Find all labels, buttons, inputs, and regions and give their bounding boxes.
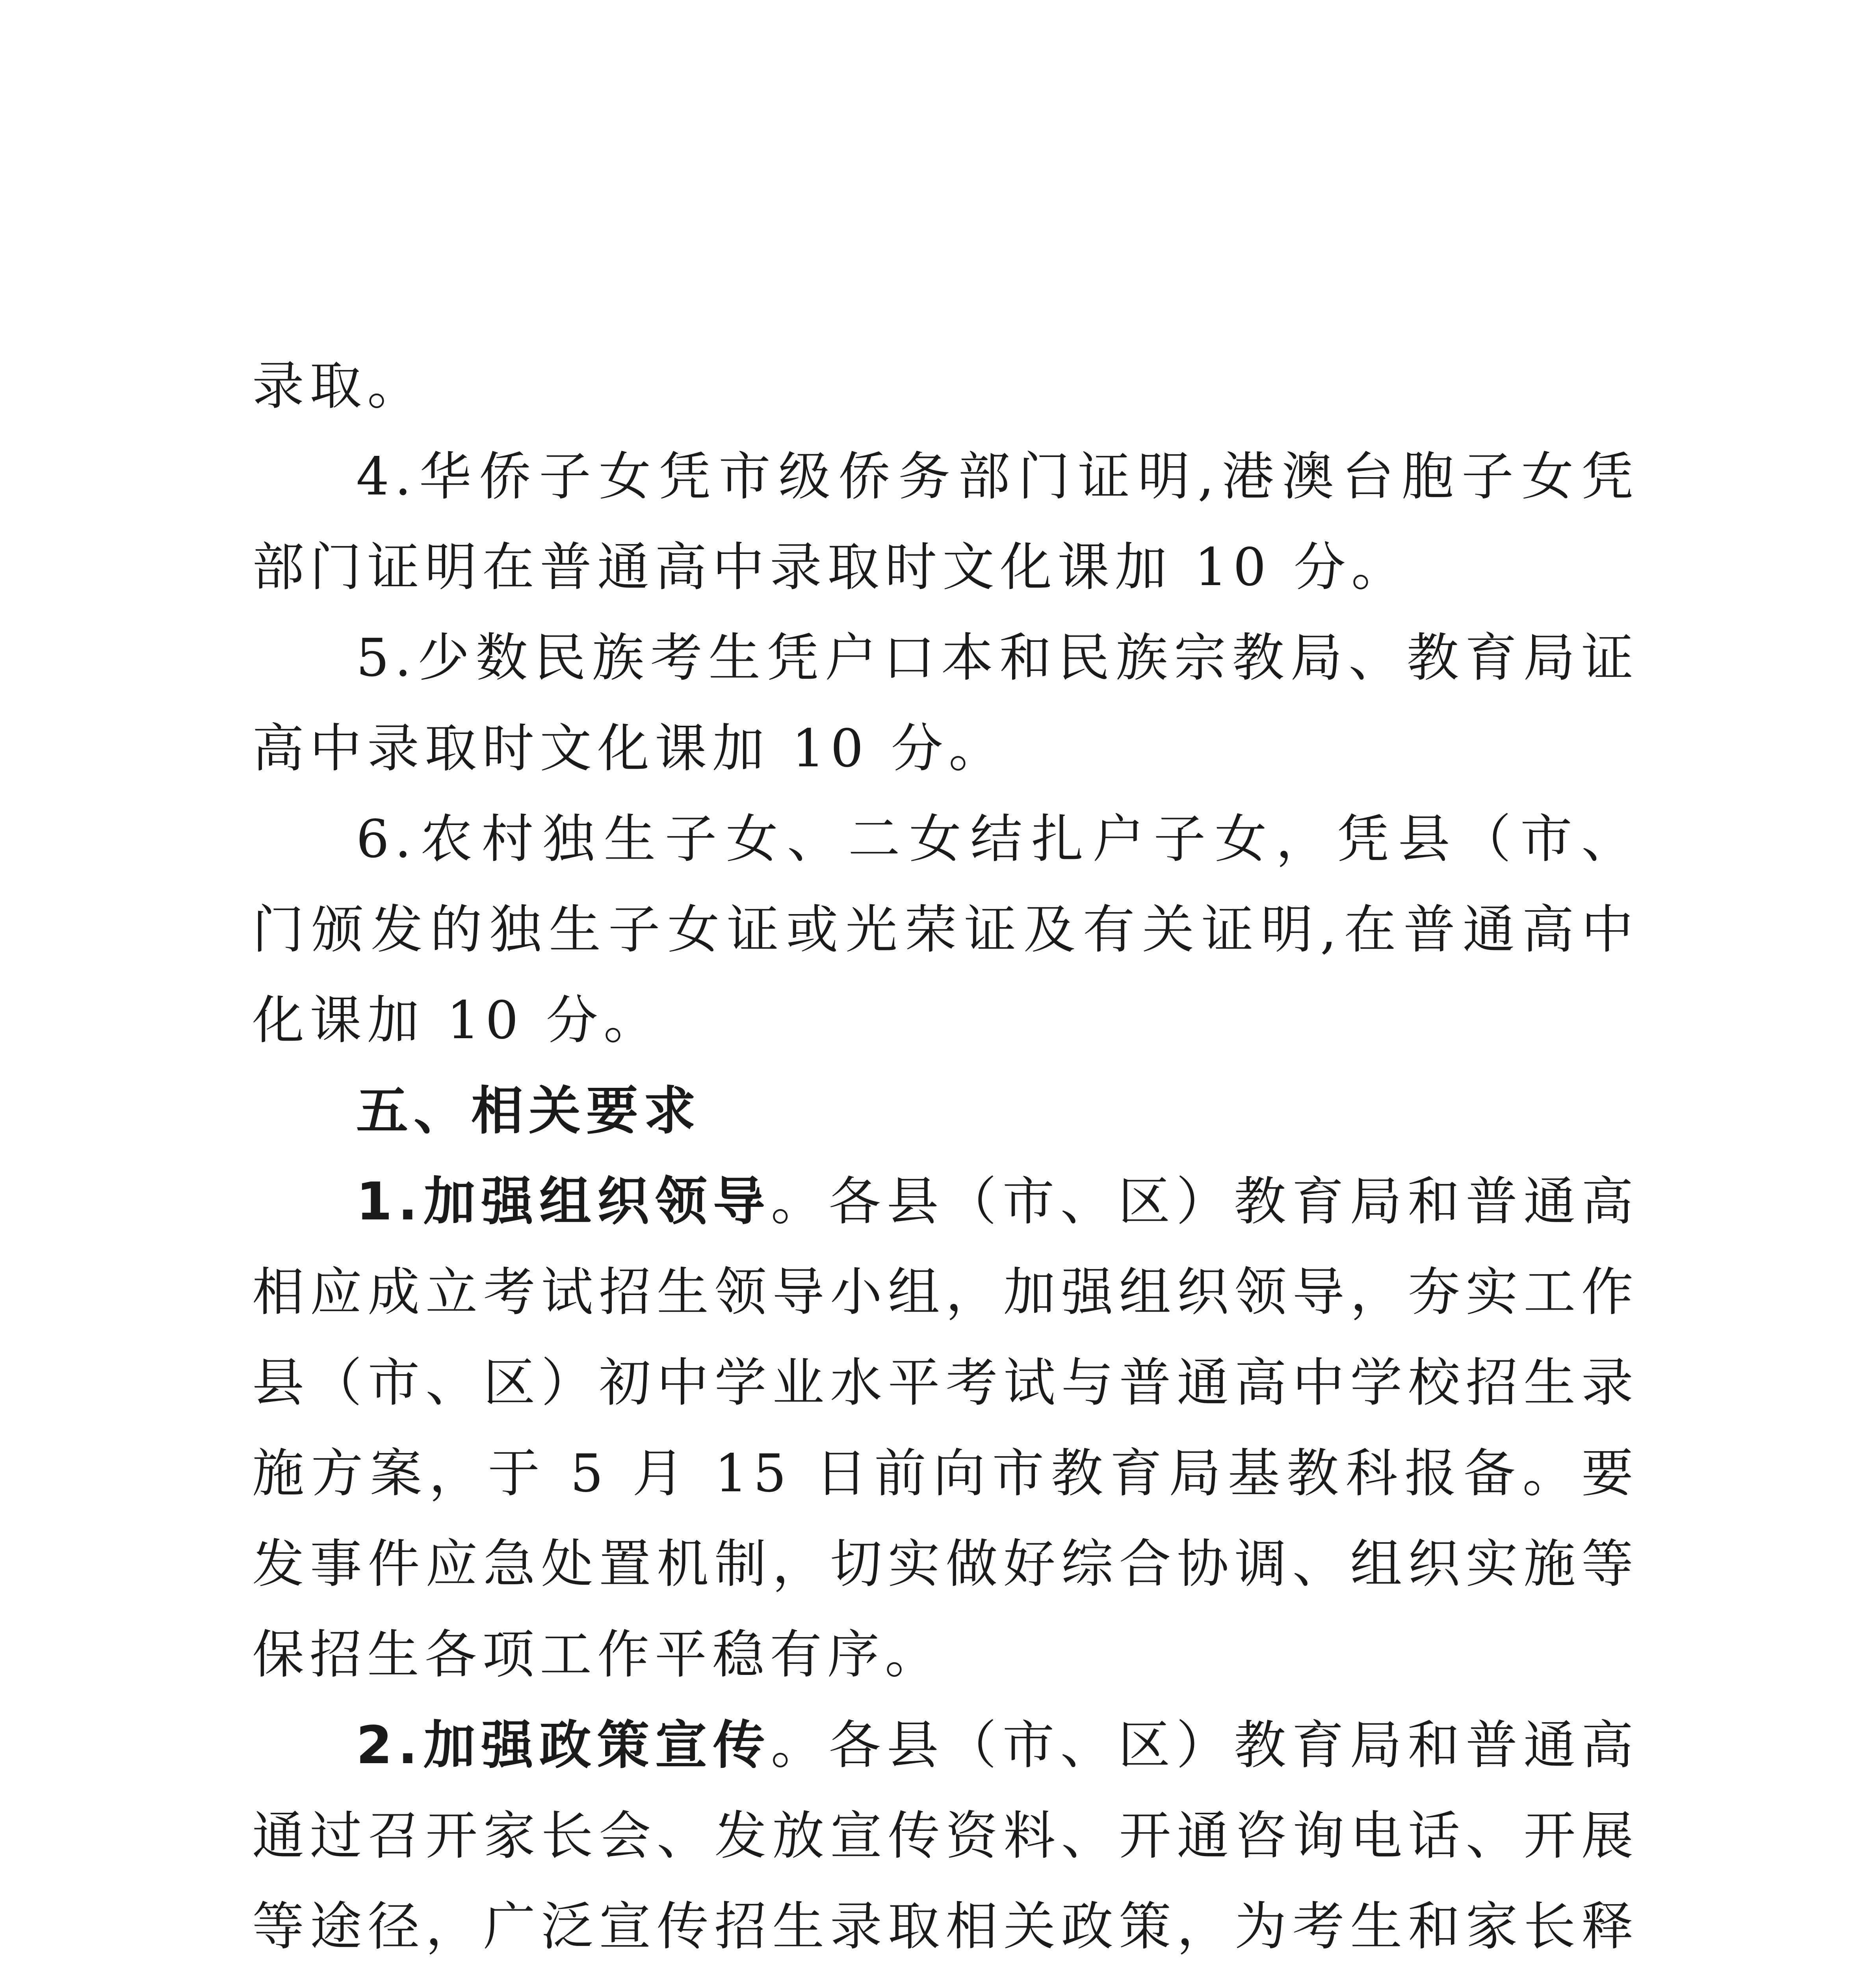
requirement-1-text: 。各县（市、区）教育局和普通高: [771, 1171, 1639, 1232]
list-item-4: 4.华侨子女凭市级侨务部门证明,港澳台胞子女凭: [356, 446, 1639, 507]
body-line: 相应成立考试招生领导小组，加强组织领导，夯实工作: [252, 1262, 1639, 1323]
requirement-2-text: 。各县（市、区）教育局和普通高: [771, 1715, 1639, 1776]
body-line: 等途径，广泛宣传招生录取相关政策，为考生和家长释: [252, 1896, 1639, 1957]
body-line: 化课加 10 分。: [252, 990, 661, 1051]
body-line: 县（市、区）初中学业水平考试与普通高中学校招生录: [252, 1353, 1639, 1413]
body-line: 门颁发的独生子女证或光荣证及有关证明,在普通高中: [252, 900, 1639, 960]
requirement-2: [356, 1706, 1639, 1785]
body-line: 部门证明在普通高中录取时文化课加 10 分。: [252, 537, 1409, 598]
body-line: 保招生各项工作平稳有序。: [252, 1624, 942, 1685]
body-line: 施方案，于 5 月 15 日前向市教育局基教科报备。要: [252, 1443, 1639, 1504]
section-heading: 五、相关要求: [356, 1081, 701, 1141]
requirement-2-title: 2.加强政策宣传: [356, 1715, 771, 1776]
body-line: 录取。: [252, 356, 425, 416]
body-line: 高中录取时文化课加 10 分。: [252, 718, 1006, 779]
requirement-1-title: 1.加强组织领导: [356, 1171, 771, 1232]
body-line: 通过召开家长会、发放宣传资料、开通咨询电话、开展: [252, 1806, 1639, 1866]
list-item-6: 6.农村独生子女、二女结扎户子女，凭县（市、: [356, 809, 1639, 870]
list-item-5: 5.少数民族考生凭户口本和民族宗教局、教育局证: [356, 628, 1639, 688]
requirement-1: [356, 1162, 1639, 1241]
body-line: 发事件应急处置机制，切实做好综合协调、组织实施等: [252, 1534, 1639, 1595]
